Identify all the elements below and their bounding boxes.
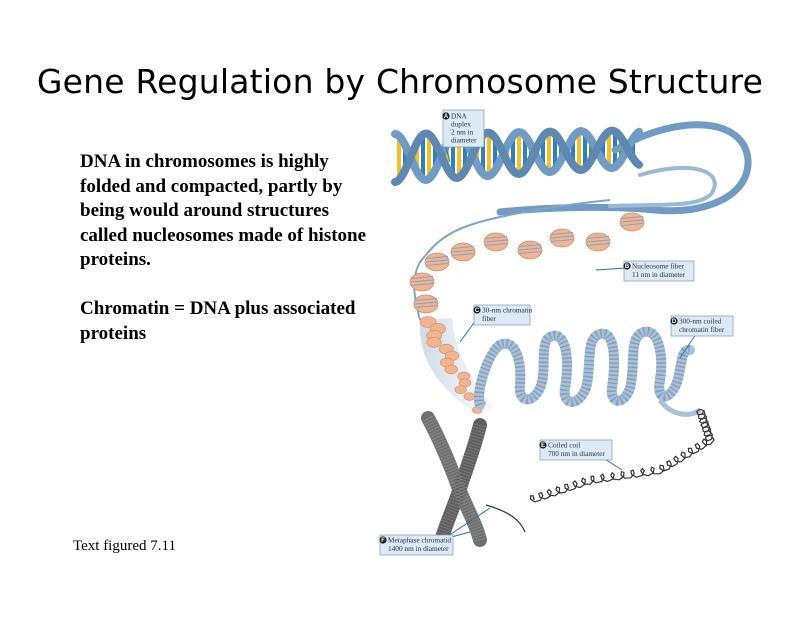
label-e-line-1: Coiled coil	[548, 440, 581, 450]
nucleosome	[410, 273, 434, 291]
label-d-line-1: 300-nm coiled	[679, 316, 722, 326]
nucleosome	[451, 243, 475, 261]
label-e	[539, 440, 622, 470]
coiled-fiber-tail	[660, 400, 700, 414]
coiled-300nm-fiber	[479, 332, 700, 415]
page-title: Gene Regulation by Chromosome Structure	[36, 62, 764, 101]
label-e-letter: E	[540, 443, 546, 450]
chromatin-bead	[427, 337, 442, 347]
label-e-line-2: 700 nm in diameter	[548, 449, 605, 458]
chromatin-bead	[445, 365, 458, 374]
label-a-line-1: DNA	[451, 111, 467, 121]
nucleosome	[586, 233, 610, 251]
paragraph-chromatin-definition: Chromatin = DNA plus associated proteins	[80, 297, 356, 344]
label-c-line-1: 30-nm chromatin	[482, 305, 533, 315]
label-c	[460, 305, 533, 342]
nucleosome	[620, 213, 644, 231]
label-a-letter: A	[443, 114, 449, 121]
label-c-letter: C	[474, 308, 480, 315]
label-a-line-4: diameter	[451, 135, 477, 145]
label-b-line-1: Nucleosome fiber	[632, 261, 685, 271]
label-f-letter: F	[381, 538, 385, 545]
nucleosome	[484, 233, 508, 251]
chromatin-bead	[455, 386, 466, 394]
label-a-line-2: duplex	[451, 119, 471, 129]
label-b	[596, 261, 694, 281]
label-c-line-2: fiber	[482, 314, 496, 323]
nucleosome	[518, 241, 542, 259]
figure-caption: Text figured 7.11	[73, 538, 176, 554]
nucleosome-fiber	[410, 200, 644, 320]
label-a-line-3: 2 nm in	[451, 127, 474, 137]
label-d-letter: D	[671, 319, 677, 326]
label-f-line-2: 1400 nm in diameter	[388, 544, 449, 553]
label-f-line-1: Metaphase chromatid	[388, 535, 452, 545]
paragraph-dna-folding: DNA in chromosomes is highly folded and compacted, partly by being would around structures called nucleosomes made of histone proteins.	[80, 151, 367, 271]
nucleosome-beads	[410, 213, 644, 313]
label-b-line-2: 11 nm in diameter	[632, 270, 686, 279]
label-b-letter: B	[624, 264, 630, 271]
label-d-line-2: chromatin fiber	[679, 325, 725, 334]
chromatid-tail	[486, 505, 525, 532]
chromatin-bead	[464, 393, 475, 401]
nucleosome	[414, 295, 438, 313]
helix-loop-back-inner	[610, 168, 715, 206]
nucleosome	[425, 253, 449, 271]
nucleosome	[550, 229, 574, 247]
metaphase-chromosome	[428, 418, 525, 545]
